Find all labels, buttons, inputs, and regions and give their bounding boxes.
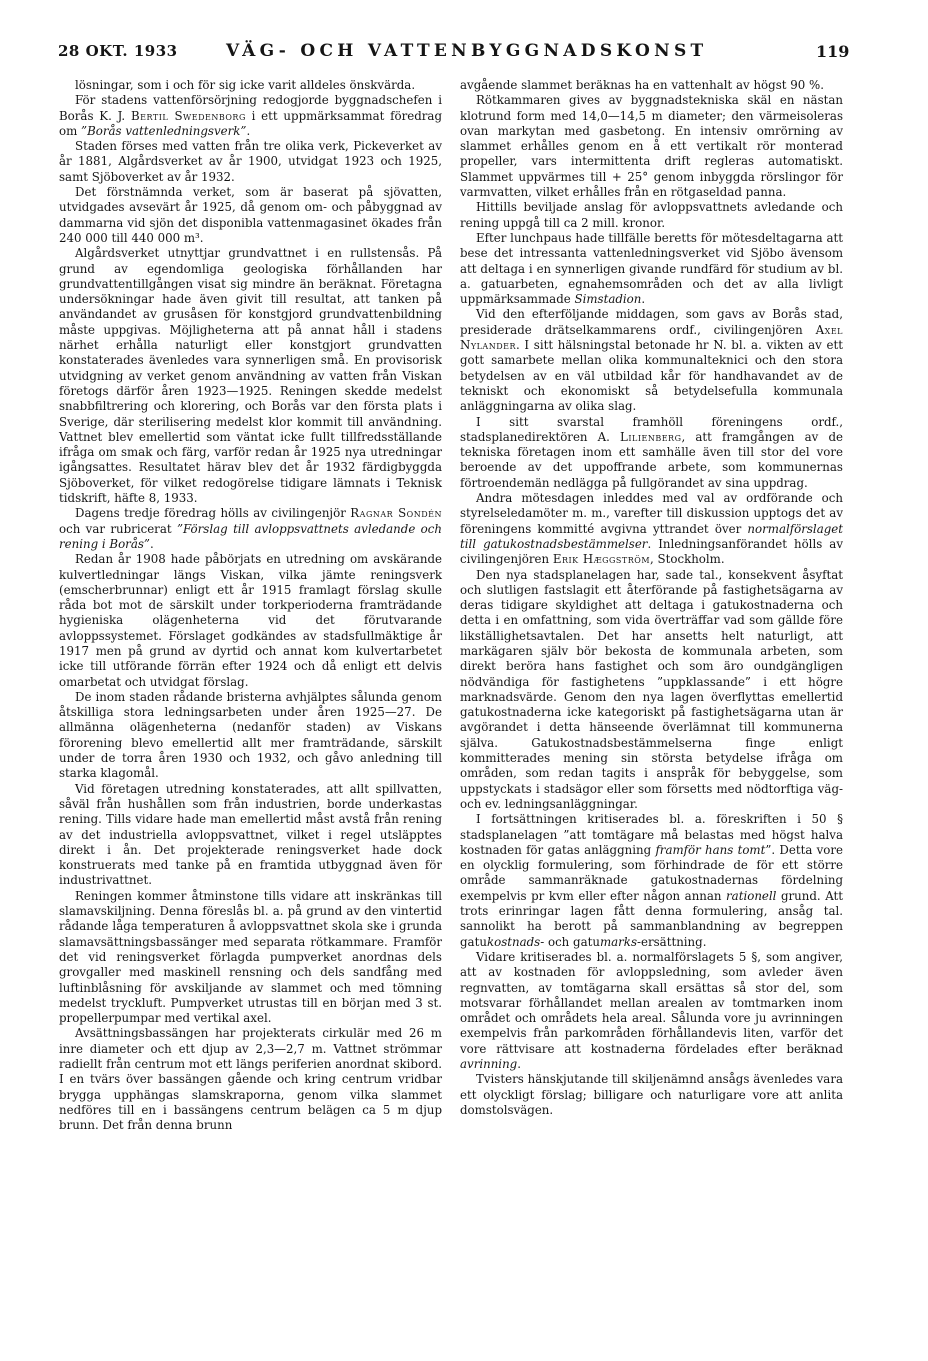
text-run: I fortsättningen kritiserades bl. a. föreskriften i 50 § stadsplanelagen ”att tomtägare må belastas med högst halva kostnaden för gatas anläggning xyxy=(460,812,843,857)
person-name: Ragnar Sondén xyxy=(350,506,442,521)
right-text-column xyxy=(460,78,843,1118)
paragraph xyxy=(460,200,843,231)
text-run: . xyxy=(246,123,251,138)
paragraph xyxy=(460,307,843,414)
text-run: -ersättning. xyxy=(637,934,707,949)
text-run: I sitt svarstal framhöll föreningens ordf., stadsplanedirektören A. xyxy=(460,414,843,444)
paragraph xyxy=(59,1026,442,1133)
text-run: Staden förses med vatten från tre olika verk, Pickeverket av år 1881, Algårdsverket av år 1900, utvidgat 1923 och 1925, samt Sjöboverket av år 1932. xyxy=(59,139,442,184)
text-run: . xyxy=(641,292,646,307)
text-run: Vidare kritiserades bl. a. normalförslagets 5 §, som angiver, att av kostnaden för avloppsledning, som avleder även regnvatten, av tomtägarna skall ersättas så stor del, som motsvarar förhållandet mellan arealen av tomtmarken inom området och områdets hela areal. Sålunda vore ju avrinningen exempelvis från parkområden förhållandevis liten, varför det vore rättvisare att kostnaderna fördelades efter beräknad xyxy=(460,949,843,1056)
text-run: , Stockholm. xyxy=(650,552,725,567)
paragraph xyxy=(460,812,843,950)
italic-text: ”Borås vattenledningsverk” xyxy=(81,123,247,138)
paragraph xyxy=(59,506,442,552)
text-run: Hittills beviljade anslag för avloppsvattnets avledande och rening uppgå till ca 2 mill. kronor. xyxy=(460,200,843,230)
text-run: Reningen kommer åtminstone tills vidare att inskränkas till slamavskiljning. Denna föreslås bl. a. på grund av den vintertid rådande låga temperaturen å avloppsvattnet skola ske i grunda slamavsättningsbassänger med separata rötkammare. Framför det vid reningsverket förlagda pumpverket anordnas dels grovgaller med maskinell rensning och dels sandfång med luftinblåsning för avskiljande av slammet och med tömning medelst tryckluft. Pumpverket utrustas till en början med 3 st. propellerpumpar med vertikal axel. xyxy=(59,888,442,1026)
text-run: Vid företagen utredning konstaterades, att allt spillvatten, såväl från hushållen som från industrien, borde underkastas rening. Tills vidare hade man emellertid måst avstå från rening av det industriella avloppsvattnet, vilket i regel utsläpptes direkt i ån. Det projekterade reningsverket hade dock konstruerats med tanke på en framtida utbyggnad även för industrivattnet. xyxy=(59,781,442,888)
paragraph xyxy=(59,139,442,185)
person-name: Erik Hæggström xyxy=(552,552,651,567)
text-run: , att framgången av de tekniska företagen inom ett samhälle även till stor del vore beroende av det uppoffrande arbete, som kommunernas förtroendemän nedlägga på fullgörandet av sina uppdrag. xyxy=(460,429,843,490)
italic-text: kostnads xyxy=(486,934,541,949)
text-run: Efter lunchpaus hade tillfälle beretts för mötesdeltagarna att bese det intressanta vattenledningsverket vid Sjöbo ävensom att deltaga i en synnerligen givande rundfärd för studium av bl. a. gatuarbeten, egnahemsområden och det av alla livligt uppmärksammade xyxy=(460,230,843,307)
italic-text: ”Förslag till avloppsvattnets avledande och rening i Borås” xyxy=(59,521,442,551)
italic-text: rationell xyxy=(726,888,777,903)
text-run: För stadens vattenförsörjning redogjorde byggnadschefen i Borås K. J. xyxy=(59,93,442,123)
text-run: Avsättningsbassängen har projekterats cirkulär med 26 m inre diameter och ett djup av 2,3—2,7 m. Vattnet strömmar radiellt från centrum mot ett längs periferien anordnat skibord. I en tvärs över bassängen gående och kring centrum vridbar brygga upphängas slamskraporna, genom vilka slammet nedföres till en i bassängens centrum belägen ca 5 m djup brunn. Det från denna brunn xyxy=(59,1026,442,1133)
person-name: Bertil Swedenborg xyxy=(130,108,246,123)
text-run: i ett uppmärksammat föredrag om xyxy=(59,108,443,138)
text-run: Vid den efterföljande middagen, som gavs av Borås stad, presiderade drätselkammarens ordf., civilingenjören xyxy=(460,307,843,337)
text-run: . Inledningsanförandet hölls av civilingenjören xyxy=(460,536,843,567)
paragraph xyxy=(460,78,843,93)
journal-section-title: VÄG- OCH VATTENBYGGNADSKONST xyxy=(226,41,708,61)
person-name: Lilienberg xyxy=(620,429,682,444)
text-run: De inom staden rådande bristerna avhjälptes sålunda genom åtskilliga stora ledningsarbeten under åren 1925—27. De allmänna olägenheterna (nedanför staden) av Viskans förorening blevo emellertid allt mer framträdande, särskilt under de torra åren 1930 och 1932, och gåvo anledning till starka klagomål. xyxy=(59,689,442,781)
paragraph xyxy=(59,185,442,246)
paragraph xyxy=(460,415,843,491)
paragraph xyxy=(59,552,442,690)
paragraph xyxy=(59,889,442,1027)
paragraph xyxy=(59,690,442,782)
text-run: och var rubricerat xyxy=(59,521,177,536)
text-run: Dagens tredje föredrag hölls av civilingenjör xyxy=(75,506,351,521)
paragraph xyxy=(460,1072,843,1118)
italic-text: normalförslaget till gatukostnadsbestämmelser xyxy=(460,521,843,551)
text-run: Redan år 1908 hade påbörjats en utredning om avskärande kulvertledningar längs Viskan, vilka jämte reningsverk (emscherbrunnar) enligt ett år 1915 framlagt förslag skulle råda bot mot de särskilt under torkperioderna framträdande hygieniska olägenheterna vid det förutvarande avloppssystemet. Förslaget godkändes av stadsfullmäktige år 1917 men på grund av dyrtid och annat kom kulvertarbetet icke till utförande förrän efter 1924 och då enligt ett delvis omarbetat och utvidgat förslag. xyxy=(59,552,442,689)
page-header xyxy=(0,42,928,70)
left-text-column xyxy=(59,78,442,1133)
text-run: avgående slammet beräknas ha en vattenhalt av högst 90 %. xyxy=(460,78,824,92)
paragraph xyxy=(460,568,843,813)
paragraph xyxy=(460,231,843,307)
page-number: 119 xyxy=(816,42,850,61)
italic-text: avrinning xyxy=(460,1057,518,1071)
text-run: . xyxy=(149,536,154,551)
paragraph xyxy=(59,246,442,506)
text-run: Algårdsverket utnyttjar grundvattnet i en rullstensås. På grund av egendomliga geologiska förhållanden har grundvattentillgången visat sig mindre än beräknat. Företagna undersökningar hade även givit till resultat, att tanken på användandet av grusåsen för konstgjord grundvattenbildning måste uppgivas. Möjligheterna att på annat håll i stadens närhet erhålla naturligt eller konstgjort grundvatten konstaterades ävenledes vara synnerligen små. En provisorisk utvidgning av verket genom användning av vatten från Viskan företogs därför åren 1923—1925. Reningen skedde medelst snabbfiltrering och klorering, och Borås var den första plats i Sverige, där sterilisering medelst klor kommit till användning. Vattnet blev emellertid som väntat icke fullt tillfredsställande ifråga om smak och färg, varför redan år 1925 nya utredningar igångsattes. Resultatet härav blev det år 1932 färdigbyggda Sjöboverket, för vilket redogörelse tidigare lämnats i Teknisk tidskrift, häfte 8, 1933. xyxy=(59,246,442,506)
text-run: Andra mötesdagen inleddes med val av ordförande och styrelseledamöter m. m., varefter till diskussion upptogs det av föreningens kommitté avgivna yttrandet över xyxy=(460,491,843,536)
paragraph xyxy=(460,93,843,200)
text-run: - och gatu xyxy=(540,934,600,949)
text-run: grund. Att trots erinringar lagen fått denna formulering, ansåg tal. sannolikt ha berott på sammanblandning av begreppen gatu xyxy=(460,888,843,949)
paragraph xyxy=(59,782,442,889)
text-run: Det förstnämnda verket, som är baserat på sjövatten, utvidgades avsevärt år 1925, då genom om- och påbyggnad av dammarna vid sjön det disponibla vattenmagasinet ökades från 240 000 till 440 000 m³. xyxy=(59,185,442,245)
italic-text: framför hans tomt xyxy=(655,842,766,857)
paragraph xyxy=(460,950,843,1072)
text-run: Rötkammaren gives av byggnadstekniska skäl en nästan klotrund form med 14,0—14,5 m diameter; den värmeisoleras ovan markytan med gasbetong. En intensiv omrörning av slammet erhålles genom en å ett vertikalt rör monterad propeller, vars intermittenta drift regleras automatiskt. Slammet uppvärmes till + 25° genom inbyggda rörslingor för varmvatten, vilket erhålles från en rötgaseldad panna. xyxy=(460,93,843,200)
text-run: . I sitt hälsningstal betonade hr N. bl. a. vikten av ett gott samarbete mellan olika kommunalteknici och den stora betydelsen av en väl utbildad kår för handhavandet av de tekniskt och ekonomiskt så betydelsefulla kommunala anläggningarna av olika slag. xyxy=(460,338,843,414)
text-run: . xyxy=(517,1057,521,1071)
italic-text: Simstadion xyxy=(574,292,642,307)
italic-text: marks xyxy=(599,934,638,949)
paragraph xyxy=(460,491,843,567)
text-run: lösningar, som i och för sig icke varit alldeles önskvärda. xyxy=(75,78,416,92)
text-run: Den nya stadsplanelagen har, sade tal., konsekvent åsyftat och slutligen fastslagit ett återförande på fastighetsägarna av deras tidigare skyldighet att deltaga i gatukostnaderna och detta i en omfattning, som vida överträffar vad som gällde före likställighetsavtalen. Det har ansetts helt naturligt, att markägaren själv bör bekosta de kommunala arbeten, som direkt beröra hans fastighet och som äro oundgängligen nödvändiga för fastighetens ”uppklassande” i ett högre marknadsvärde. Genom den nya lagen överflyttas emellertid gatukostnaderna icke kategoriskt på fastighetsägarna utan är avgörandet i detta hänseende överlämnat till kommunerna själva. Gatukostnadsbestämmelserna finge enligt kommitterades mening sin största betydelse ifråga om områden, som redan tagits i anspråk för bebyggelse, som uppstyckats i stadsägor eller som försetts med nödtorftiga väg- och ev. ledningsanläggningar. xyxy=(460,567,843,811)
paragraph xyxy=(59,93,442,139)
text-run: Tvisters hänskjutande till skiljenämnd ansågs ävenledes vara ett olyckligt förslag; billigare och naturligare vore att anlita domstolsvägen. xyxy=(460,1072,843,1117)
person-name: Axel Nylander xyxy=(460,322,843,353)
text-run: ”. Detta vore en olycklig formulering, som förhindrade de för ett större område sammanräknade gatukostnadernas fördelning exempelvis pr kvm eller efter någon annan xyxy=(460,842,844,903)
paragraph xyxy=(59,78,442,93)
issue-date: 28 OKT. 1933 xyxy=(58,42,178,60)
